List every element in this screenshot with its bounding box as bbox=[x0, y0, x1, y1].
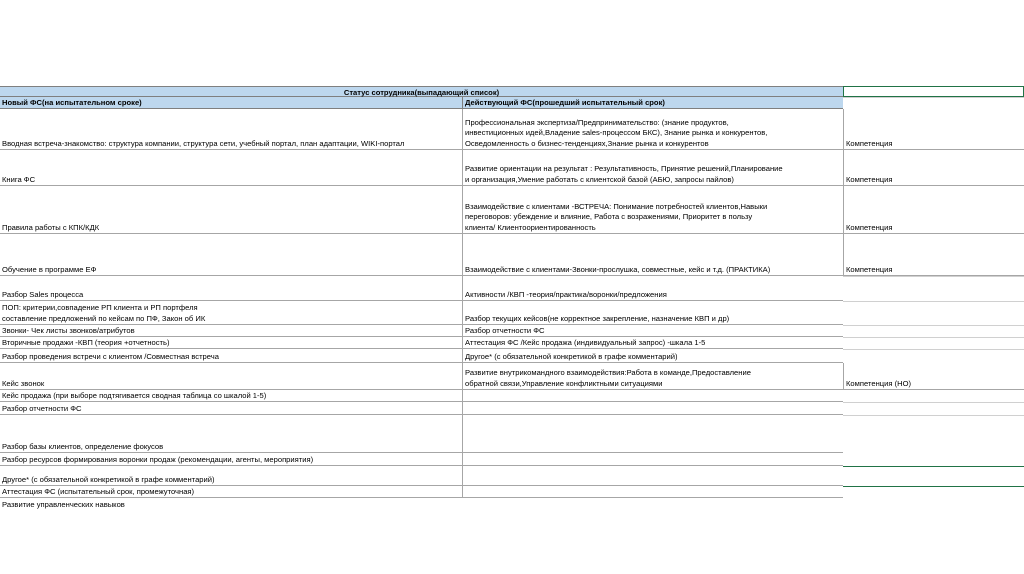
table-cell-current[interactable] bbox=[462, 402, 843, 415]
table-cell-type[interactable]: Компетенция (НО) bbox=[843, 363, 1024, 390]
table-cell-current[interactable] bbox=[462, 466, 843, 486]
table-cell-type[interactable]: Компетенция bbox=[843, 234, 1024, 276]
table-cell-current[interactable]: Активности /КВП -теория/практика/воронки/предложения bbox=[462, 276, 843, 301]
grid-line bbox=[843, 349, 1024, 350]
column-header-current[interactable]: Действующий ФС(прошедший испытательный срок) bbox=[462, 97, 843, 109]
grid-line bbox=[843, 301, 1024, 302]
table-cell-current[interactable]: Разбор отчетности ФС bbox=[462, 325, 843, 337]
table-cell-current[interactable]: Развитие ориентации на результат : Результативность, Принятие решений,Планирование и организация,Умение работать с клиентской базой (АБЮ, запросы пайлов) bbox=[462, 150, 843, 186]
table-cell-current[interactable]: Другое* (с обязательной конкретикой в графе комментарий) bbox=[462, 349, 843, 363]
grid-line bbox=[843, 415, 1024, 416]
table-cell-type[interactable]: Компетенция bbox=[843, 186, 1024, 234]
table-cell-new[interactable]: Кейс продажа (при выборе подтягивается сводная таблица со шкалой 1-5) bbox=[0, 390, 462, 402]
status-header[interactable]: Статус сотрудника(выпадающий список) bbox=[0, 86, 843, 97]
table-cell-new[interactable]: Разбор проведения встречи с клиентом /Совместная встреча bbox=[0, 349, 462, 363]
grid-line bbox=[843, 337, 1024, 338]
table-cell-new[interactable]: Книга ФС bbox=[0, 150, 462, 186]
table-cell-new[interactable]: Вводная встреча-знакомство: структура компании, структура сети, учебный портал, план адаптации, WIKI-портал bbox=[0, 109, 462, 150]
table-cell-new[interactable]: Разбор базы клиентов, определение фокусов bbox=[0, 415, 462, 453]
table-cell-current[interactable] bbox=[462, 453, 843, 466]
table-cell-current[interactable]: Взаимодействие с клиентами -ВСТРЕЧА: Понимание потребностей клиентов,Навыки переговоров: убеждение и влияние, Работа с возражениями, Приоритет в пользу клиента/ Клиентоориентированность bbox=[462, 186, 843, 234]
table-cell-current[interactable]: Аттестация ФС /Кейс продажа (индивидуальный запрос) -шкала 1-5 bbox=[462, 337, 843, 349]
table-cell-new[interactable]: Правила работы с КПК/КДК bbox=[0, 186, 462, 234]
table-cell-current[interactable]: Разбор текущих кейсов(не корректное закрепление, назначение КВП и др) bbox=[462, 301, 843, 325]
table-cell-new[interactable]: Разбор отчетности ФС bbox=[0, 402, 462, 415]
table-cell-current[interactable]: Профессиональная экспертиза/Предпринимательство: (знание продуктов, инвестиционных идей,Владение sales-процессом БКС), Знание рынка и конкурентов, Осведомленность о бизнес-тенденциях,Знание рынка и конкурентов bbox=[462, 109, 843, 150]
selection-border bbox=[843, 466, 1024, 467]
grid-line bbox=[843, 402, 1024, 403]
table-cell-current[interactable]: Развитие внутрикомандного взаимодействия:Работа в команде,Предоставление обратной связи,Управление конфликтными ситуациями bbox=[462, 363, 843, 390]
table-cell-new[interactable]: Кейс звонок bbox=[0, 363, 462, 390]
table-cell-current[interactable] bbox=[462, 390, 843, 402]
grid-line bbox=[843, 97, 1024, 98]
grid-line bbox=[843, 276, 1024, 277]
selection-border bbox=[843, 486, 1024, 487]
table-cell-new[interactable]: ПОП: критерии,совпадение РП клиента и РП портфеля составление предложений по кейсам по ПФ, Закон об ИК bbox=[0, 301, 462, 325]
table-cell-new[interactable]: Звонки- Чек листы звонков/атрибутов bbox=[0, 325, 462, 337]
table-cell-new[interactable]: Развитие управленческих навыков bbox=[2, 499, 125, 509]
selected-cell[interactable] bbox=[843, 86, 1024, 97]
table-cell-new[interactable]: Аттестация ФС (испытательный срок, промежуточная) bbox=[0, 486, 462, 498]
table-cell-new[interactable]: Другое* (с обязательной конкретикой в графе комментарий) bbox=[0, 466, 462, 486]
table-cell-current[interactable] bbox=[462, 415, 843, 453]
table-cell-current[interactable] bbox=[462, 486, 843, 498]
table-cell-new[interactable]: Вторичные продажи -КВП (теория +отчетность) bbox=[0, 337, 462, 349]
grid-line bbox=[843, 325, 1024, 326]
table-cell-type[interactable]: Компетенция bbox=[843, 109, 1024, 150]
table-cell-type[interactable]: Компетенция bbox=[843, 150, 1024, 186]
table-cell-new[interactable]: Обучение в программе ЕФ bbox=[0, 234, 462, 276]
table-cell-new[interactable]: Разбор ресурсов формирования воронки продаж (рекомендации, агенты, мероприятия) bbox=[0, 453, 462, 466]
column-header-new[interactable]: Новый ФС(на испытательном сроке) bbox=[0, 97, 462, 109]
table-cell-current[interactable]: Взаимодействие с клиентами-Звонки-прослушка, совместные, кейс и т.д. (ПРАКТИКА) bbox=[462, 234, 843, 276]
table-cell-new[interactable]: Разбор Sales процесса bbox=[0, 276, 462, 301]
